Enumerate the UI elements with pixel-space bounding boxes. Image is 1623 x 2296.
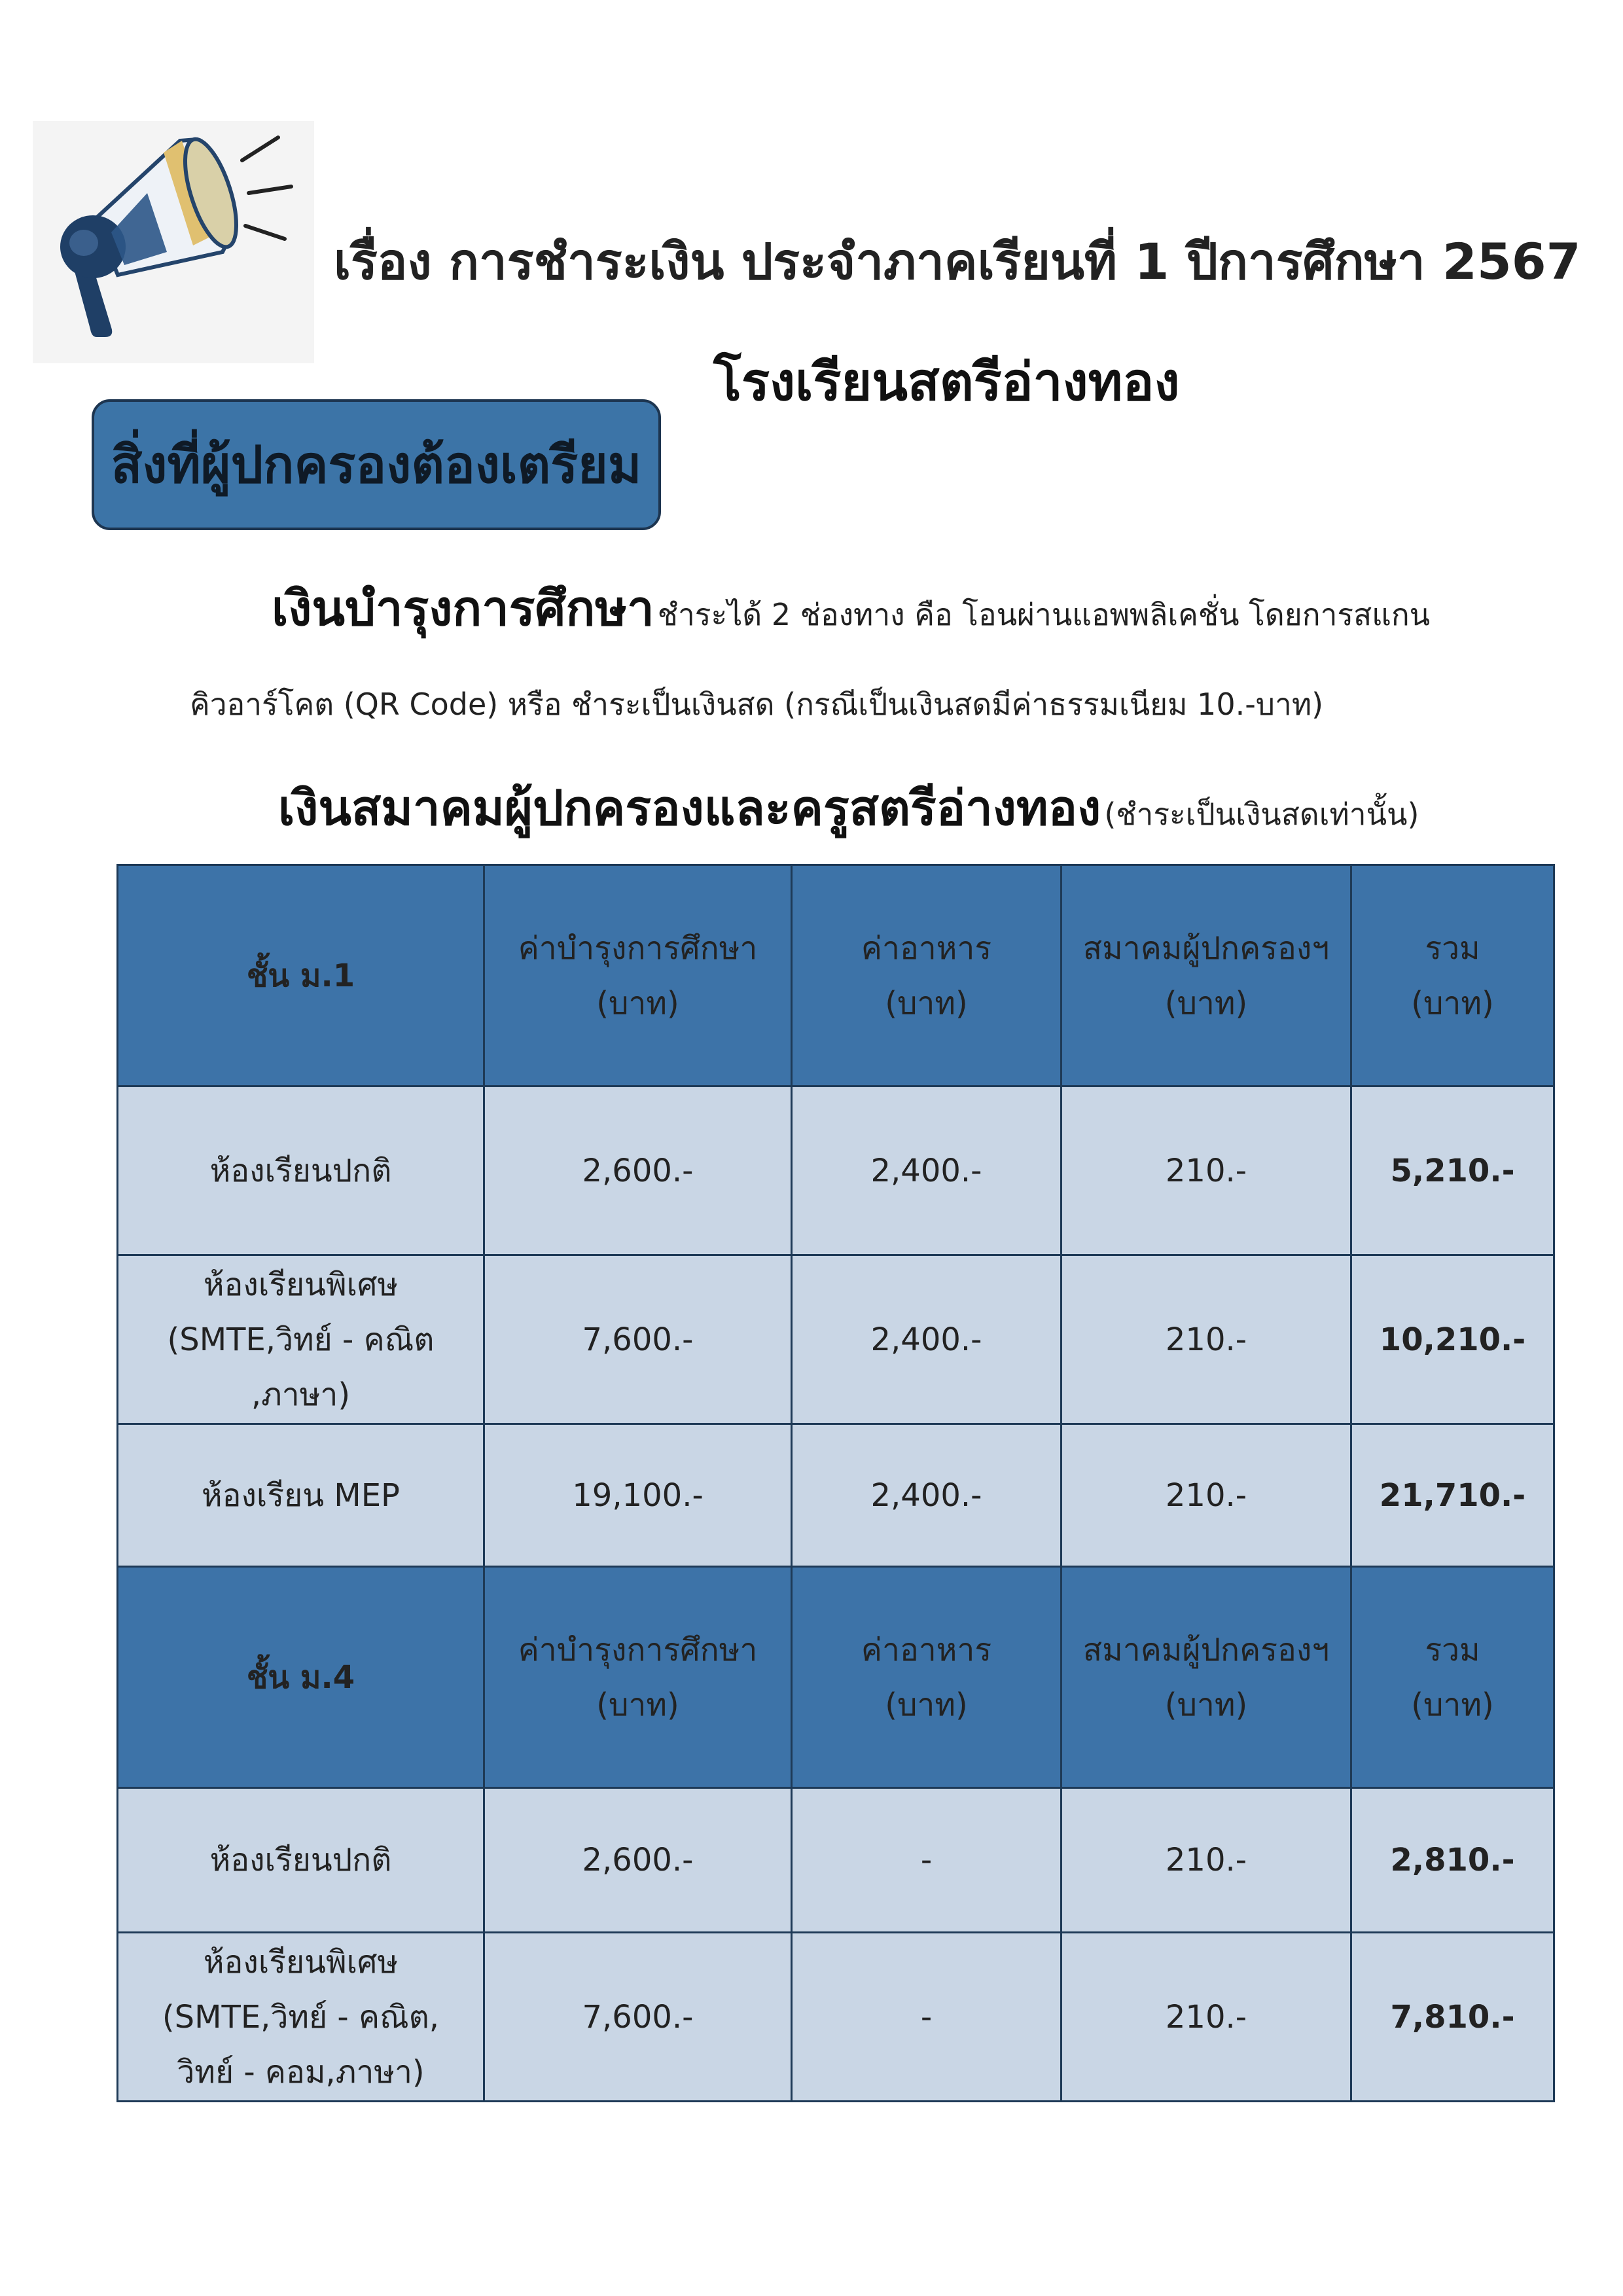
total-cell: 21,710.-: [1351, 1424, 1554, 1567]
col-total-header: รวม (บาท): [1351, 1567, 1554, 1788]
prep-label-box: [92, 399, 661, 530]
table-row: [118, 1933, 1554, 2102]
room-cell: ห้องเรียนพิเศษ (SMTE,วิทย์ - คณิต ,ภาษา): [118, 1255, 484, 1424]
section2-line: [278, 769, 1419, 846]
table-header-m4: [118, 1567, 1554, 1788]
food-cell: 2,400.-: [792, 1086, 1061, 1255]
food-cell: -: [792, 1788, 1061, 1933]
col-fee-header: ค่าบำรุงการศึกษา (บาท): [484, 1567, 792, 1788]
assoc-cell: 210.-: [1061, 1933, 1351, 2102]
col-assoc-header: สมาคมผู้ปกครองฯ (บาท): [1061, 865, 1351, 1086]
section1-heading: เงินบำรุงการศึกษา: [272, 581, 654, 637]
total-cell: 7,810.-: [1351, 1933, 1554, 2102]
section2-note: (ชำระเป็นเงินสดเท่านั้น): [1104, 797, 1419, 832]
col-total-header: รวม (บาท): [1351, 865, 1554, 1086]
section1-text2: คิวอาร์โคต (QR Code) หรือ ชำระเป็นเงินสด (กรณีเป็นเงินสดมีค่าธรรมเนียม 10.-บาท): [190, 687, 1324, 722]
room-cell: ห้องเรียนปกติ: [118, 1086, 484, 1255]
fee-table: [116, 864, 1555, 2102]
food-cell: 2,400.-: [792, 1424, 1061, 1567]
food-cell: 2,400.-: [792, 1255, 1061, 1424]
fee-cell: 7,600.-: [484, 1255, 792, 1424]
table-header-m1: [118, 865, 1554, 1086]
fee-cell: 7,600.-: [484, 1933, 792, 2102]
table-row: [118, 1255, 1554, 1424]
col-assoc-header: สมาคมผู้ปกครองฯ (บาท): [1061, 1567, 1351, 1788]
food-cell: -: [792, 1933, 1061, 2102]
room-cell: ห้องเรียนปกติ: [118, 1788, 484, 1933]
table-row: [118, 1788, 1554, 1933]
grade-label-m4: ชั้น ม.4: [118, 1567, 484, 1788]
school-name: โรงเรียนสตรีอ่างทอง: [713, 351, 1180, 412]
assoc-cell: 210.-: [1061, 1424, 1351, 1567]
document-title: เรื่อง การชำระเงิน ประจำภาคเรียนที่ 1 ปีการศึกษา 2567: [334, 232, 1581, 291]
section2-heading: เงินสมาคมผู้ปกครองและครูสตรีอ่างทอง: [278, 780, 1101, 836]
total-cell: 2,810.-: [1351, 1788, 1554, 1933]
fee-cell: 2,600.-: [484, 1788, 792, 1933]
assoc-cell: 210.-: [1061, 1788, 1351, 1933]
megaphone-icon: [33, 121, 314, 363]
section1-line1: [272, 569, 1430, 647]
section1-text1: ชำระได้ 2 ช่องทาง คือ โอนผ่านแอพพลิเคชั่น โดยการสแกน: [657, 597, 1431, 632]
col-fee-header: ค่าบำรุงการศึกษา (บาท): [484, 865, 792, 1086]
fee-cell: 2,600.-: [484, 1086, 792, 1255]
assoc-cell: 210.-: [1061, 1255, 1351, 1424]
total-cell: 10,210.-: [1351, 1255, 1554, 1424]
fee-cell: 19,100.-: [484, 1424, 792, 1567]
assoc-cell: 210.-: [1061, 1086, 1351, 1255]
col-food-header: ค่าอาหาร (บาท): [792, 865, 1061, 1086]
table-row: [118, 1424, 1554, 1567]
grade-label-m1: ชั้น ม.1: [118, 865, 484, 1086]
room-cell: ห้องเรียน MEP: [118, 1424, 484, 1567]
room-cell: ห้องเรียนพิเศษ (SMTE,วิทย์ - คณิต, วิทย์ - คอม,ภาษา): [118, 1933, 484, 2102]
total-cell: 5,210.-: [1351, 1086, 1554, 1255]
col-food-header: ค่าอาหาร (บาท): [792, 1567, 1061, 1788]
prep-label: สิ่งที่ผู้ปกครองต้องเตรียม: [111, 436, 642, 495]
table-row: [118, 1086, 1554, 1255]
